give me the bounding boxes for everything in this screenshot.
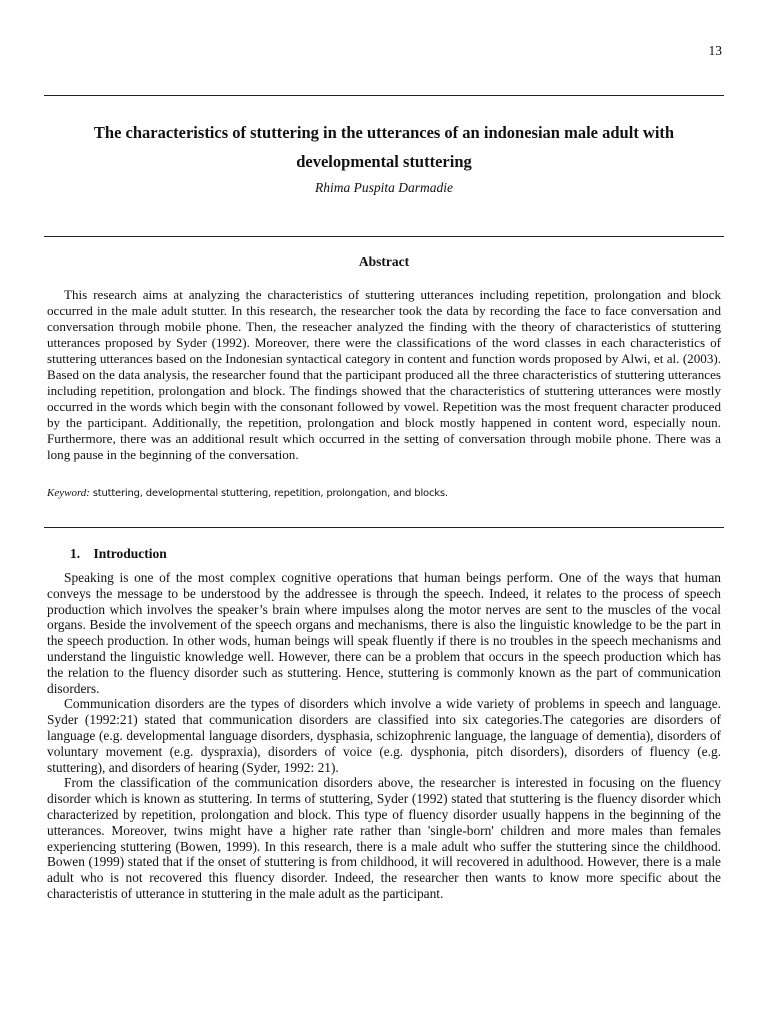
keywords xyxy=(47,487,721,499)
top-divider xyxy=(44,95,724,96)
title-divider xyxy=(44,236,724,237)
author-name: Rhima Puspita Darmadie xyxy=(315,180,453,195)
abstract-heading: Abstract xyxy=(358,254,410,269)
introduction-body xyxy=(47,570,721,902)
section-title: Introduction xyxy=(93,546,167,561)
abstract-divider xyxy=(44,527,724,528)
paragraph: Speaking is one of the most complex cognitive operations that human beings perform. One of the ways that human conveys the message to be understood by the addressee is through the speech. Indeed, it relates to the process of speech production which involves the speaker’s brain where impulses along the motor nerves are sent to the muscles of the vocal organs. Beside the involvement of the speech organs and mechanisms, there is also the linguistic knowledge to be the part in the speech production. In other wods, human beings will speak fluently if there is no troubles in the speech mechanisms and understand the linguistic knowledge well. However, there can be a problem that occurs in the speech production which has the relation to the fluency disorder such as stuttering. Hence, stuttering is commonly known as the part of communication disorders. xyxy=(47,570,721,696)
paragraph: Communication disorders are the types of disorders which involve a wide variety of problems in speech and language. Syder (1992:21) stated that communication disorders are classified into six categories.The categories are disorders of language (e.g. developmental language disorders, dysphasia, schizophrenic language, the language of dementia), disorders of voluntary movement (e.g. dyspraxia), disorders of voice (e.g. dysphonia, pitch disorders), disorders of fluency (e.g. stuttering), and disorders of hearing (Syder, 1992: 21). xyxy=(47,696,721,775)
section-number: 1. xyxy=(70,546,81,561)
paper-title: The characteristics of stuttering in the utterances of an indonesian male adult with developmental stuttering xyxy=(93,123,675,171)
keyword-text: stuttering, developmental stuttering, repetition, prolongation, and blocks. xyxy=(92,488,448,499)
page-number: 13 xyxy=(708,43,722,58)
paragraph: From the classification of the communication disorders above, the researcher is interested in focusing on the fluency disorder which is known as stuttering. In terms of stuttering, Syder (1992) stated that stuttering is the fluency disorder which characterized by repetition, prolongation and block. This type of fluency disorder usually happens in the beginning of the utterances. Moreover, twins might have a higher rate rather than 'single-born' children and more males than females experiencing stuttering (Bowen, 1999). In this research, there is a male adult who suffer the stuttering since the childhood. Bowen (1999) stated that if the onset of stuttering is from childhood, it will recovered in adulthood. However, there is a male adult who is not recovered this fluency disorder. Indeed, the researcher then wants to know more specific about the characteristis of utterance in stuttering in the male adult as the participant. xyxy=(47,775,721,901)
section-heading-introduction xyxy=(70,546,167,562)
keyword-label: Keyword: xyxy=(47,487,90,499)
abstract-body: This research aims at analyzing the characteristics of stuttering utterances including repetition, prolongation and block occurred in the male adult stutter. In this research, the researcher took the data by recording the face to face conversation and conversation through mobile phone. Then, the reseacher analyzed the finding with the theory of characteristics of stuttering utterances proposed by Syder (1992). Moreover, there were the classifications of the word classes in each characteristics of stuttering utterances based on the Indonesian syntactical category in content and function words proposed by Alwi, et al. (2003). Based on the data analysis, the researcher found that the participant produced all the three characteristics of stuttering utterances including repetition, prolongation and block. The findings showed that the characteristics of stuttering utterances were mostly occurred in the words which begin with the consonant followed by vowel. Repetition was the most frequent character produced by the participant. Additionally, the repetition, prolongation and block mostly happened in content word, especially noun. Furthermore, there was an additional result which occurred in the setting of conversation through mobile phone. There was a long pause in the beginning of the conversation. xyxy=(47,287,721,462)
